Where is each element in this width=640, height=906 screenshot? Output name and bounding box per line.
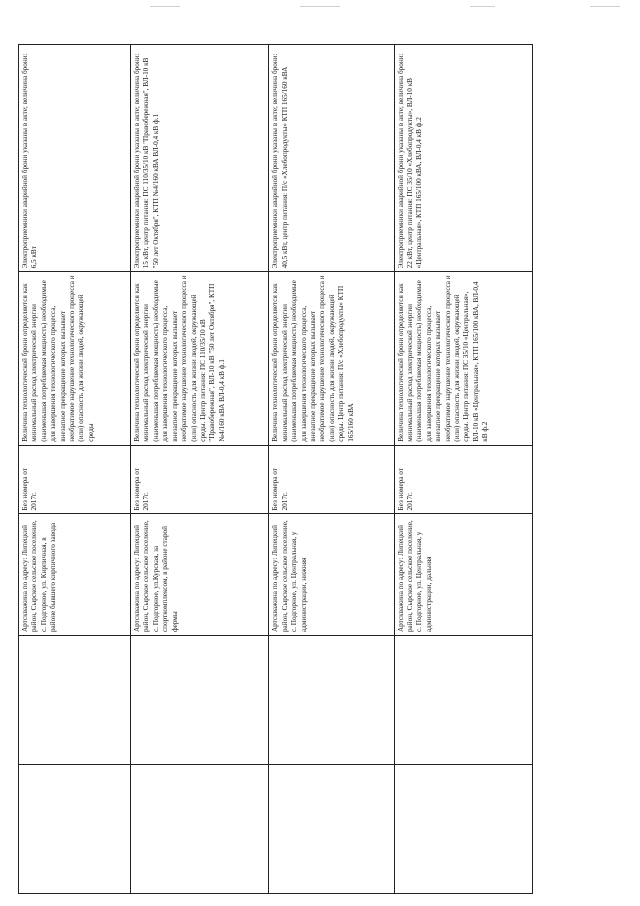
document-number: Без номера от 2017г.	[131, 445, 269, 514]
empty-cell	[19, 765, 131, 894]
tech-reserve-description: Величина технологической брони определяется как минимальный расход электрической энергии (наименьшая потребляемая мощность) необходимые для завершения технологического процесса, внезапное прекращение которых вызывает необратимое нарушение технологического процесса и (или) опасность для жизни людей, окружающей среды. Центр питания: ПС 110/35/10 кВ "Правобережная", ВЛ-10 кВ "50 лет Октября", КТП №4/160 кВА ВЛ-0,4 кВ ф.1	[131, 272, 269, 445]
tech-reserve-description: Величина технологической брони определяется как минимальный расход электрической энергии (наименьшая потребляемая мощность) необходимые для завершения технологического процесса, внезапное прекращение которых вызывает необратимое нарушение технологического процесса и (или) опасность для жизни людей, окружающей среды	[19, 272, 131, 445]
empty-cell	[269, 765, 394, 894]
tech-reserve-description: Величина технологической брони определяется как минимальный расход электрической энергии (наименьшая потребляемая мощность) необходимые для завершения технологического процесса, внезапное прекращение которых вызывает необратимое нарушение технологического процесса и (или) опасность для жизни людей, окружающей среды. Центр питания: ПС 35/10 «Центральная», ВЛ-10 кВ «Центральная», КТП 165/100 кВА, ВЛ-0,4 кВ ф.2	[394, 272, 532, 445]
empty-cell	[269, 636, 394, 765]
empty-cell	[131, 636, 269, 765]
table-row	[269, 45, 394, 894]
emergency-reserve-description: Электроприемники аварийной брони указаны в акте; величина брони: 15 кВт, центр питания: ПС 110/35/10 кВ "Правобережная", ВЛ-10 кВ "50 лет Октября", КТП №4/160 кВА ВЛ-0,4 кВ ф.1	[131, 45, 269, 272]
object-address: Артскважина по адресу: Липецкий район, Сырское сельское поселение, с. Подгорное, ул. Центральная, у администрации, дальняя	[394, 514, 532, 636]
object-address: Артскважина по адресу: Липецкий район, Сырское сельское поселение, с. Подгорное, ул. Центральная, у администрации, нижняя	[269, 514, 394, 636]
document-number: Без номера от 2017г.	[394, 445, 532, 514]
empty-cell	[131, 765, 269, 894]
empty-cell	[394, 636, 532, 765]
empty-cell	[394, 765, 532, 894]
object-address: Артскважина по адресу: Липецкий район, Сырское сельское поселение, с. Подгорное, ул.Курская, за спорткомплексом, в районе старой фермы	[131, 514, 269, 636]
document-number: Без номера от 2017г.	[19, 445, 131, 514]
table-row	[131, 45, 269, 894]
tech-reserve-description: Величина технологической брони определяется как минимальный расход электрической энергии (наименьшая потребляемая мощность) необходимые для завершения технологического процесса, внезапное прекращение которых вызывает необратимое нарушение технологического процесса и (или) опасность для жизни людей, окружающей среды. Центр питания: П/с «Хлебопродукты» КТП 165/160 кВА	[269, 272, 394, 445]
document-number: Без номера от 2017г.	[269, 445, 394, 514]
empty-cell	[19, 636, 131, 765]
rotated-page	[18, 20, 614, 894]
emergency-reserve-description: Электроприемники аварийной брони указаны в акте; величина брони: 22 кВт, центр питания: ПС 35/10 «Хлебопродукты», ВЛ-10 кВ «Центральная», КТП 165/100 кВА, ВЛ-0,4 кВ ф.2	[394, 45, 532, 272]
reserve-table	[18, 44, 533, 894]
object-address: Артскважина по адресу: Липецкий район, Сырское сельское поселение, с. Подгорное, ул. Кирпичная, в районе бывшего кирпичного завода	[19, 514, 131, 636]
emergency-reserve-description: Электроприемники аварийной брони указаны в акте; величина брони: 6,5 кВт	[19, 45, 131, 272]
table-row	[19, 45, 131, 894]
scan-marks	[0, 6, 640, 14]
table-row	[394, 45, 532, 894]
emergency-reserve-description: Электроприемники аварийной брони указаны в акте; величина брони: 40,5 кВт, центр питания: П/с «Хлебопродукты» КТП 165/160 кВА	[269, 45, 394, 272]
